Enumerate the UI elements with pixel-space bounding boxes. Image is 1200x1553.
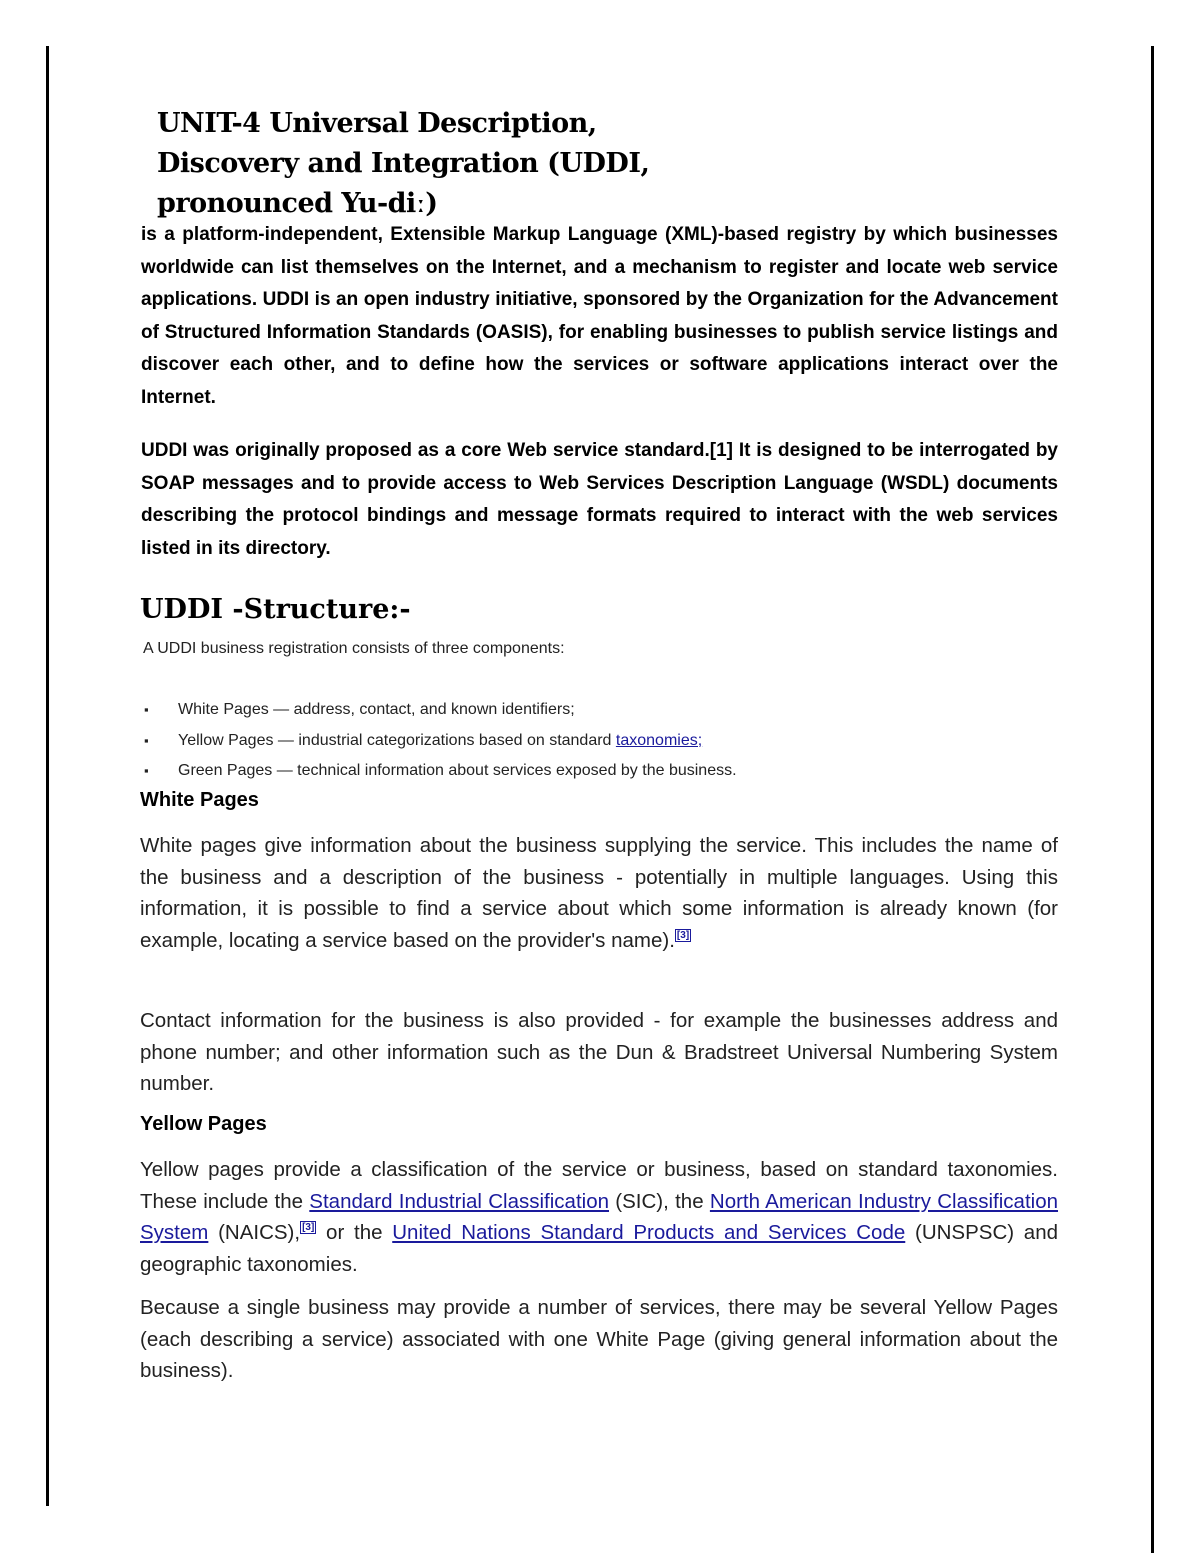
intro-paragraph-2: UDDI was originally proposed as a core Web service standard.[1] It is designed to be interrogated by SOAP messages and to provide access to Web Services Description Language (WSDL) documents describing the protocol bindings and message formats required to interact with the web services listed in its directory.: [141, 440, 1058, 559]
white-pages-paragraph-2: Contact information for the business is also provided - for example the businesses address and phone number; and other information such as the Dun & Bradstreet Universal Numbering System number.: [140, 1009, 1058, 1095]
naics-link[interactable]: North American Industry Classification System: [140, 1189, 1059, 1244]
bullet-icon: ▪: [144, 732, 149, 748]
title-line-1: UNIT-4 Universal Description,: [157, 108, 597, 139]
intro-paragraph-1: is a platform-independent, Extensible Markup Language (XML)-based registry by which businesses worldwide can list themselves on the Internet, and a mechanism to register and locate web service applications. UDDI is an open industry initiative, sponsored by the Organization for the Advancement of Structured Information Standards (OASIS), for enabling businesses to publish service listings and discover each other, and to define how the services or software applications interact over the Internet.: [141, 224, 1058, 408]
yellow-pages-paragraph-2: Because a single business may provide a number of services, there may be several Yellow Pages (each describing a service) associated with one White Page (giving general information about the business).: [140, 1296, 1058, 1382]
citation-link[interactable]: [3]: [302, 1222, 315, 1233]
page-border-right: [1151, 46, 1154, 1553]
list-item: ▪ Green Pages — technical information about services exposed by the business.: [140, 758, 737, 789]
components-list: [140, 697, 737, 789]
list-item: ▪ Yellow Pages — industrial categorizations based on standard taxonomies;: [140, 728, 737, 759]
sic-link[interactable]: Standard Industrial Classification: [309, 1189, 610, 1213]
white-pages-heading: White Pages: [140, 789, 259, 811]
structure-heading: UDDI -Structure:-: [140, 594, 411, 625]
page-title: [157, 104, 677, 224]
list-item: ▪ White Pages — address, contact, and known identifiers;: [140, 697, 737, 728]
yellow-pages-paragraph-1: Yellow pages provide a classification of the service or business, based on standard taxonomies. These include the Standard Industrial Classification (SIC), the North American Industry Classification System (NAICS), [3] or the United Nations Standard Products and Services Code (UNSPSC) and geographic taxonomies.: [140, 1158, 1059, 1276]
citation-link[interactable]: [3]: [676, 929, 690, 941]
bullet-icon: ▪: [144, 702, 149, 717]
unspsc-link[interactable]: United Nations Standard Products and Services Code: [392, 1221, 906, 1244]
structure-intro: A UDDI business registration consists of three components:: [143, 640, 565, 657]
taxonomies-link[interactable]: taxonomies;: [615, 731, 703, 749]
page-border-left: [46, 46, 49, 1506]
yellow-pages-heading: Yellow Pages: [140, 1113, 267, 1135]
white-pages-paragraph-1: White pages give information about the business supplying the service. This includes the name of the business and a description of the business - potentially in multiple languages. Using this information, it is possible to find a service about which some information is already known (for example, locating a service based on the provider's name). [3]: [140, 834, 1058, 952]
bullet-icon: ▪: [144, 763, 149, 778]
title-line-3: pronounced Yu-diː): [157, 188, 438, 219]
title-line-2: Discovery and Integration (UDDI,: [157, 148, 650, 179]
